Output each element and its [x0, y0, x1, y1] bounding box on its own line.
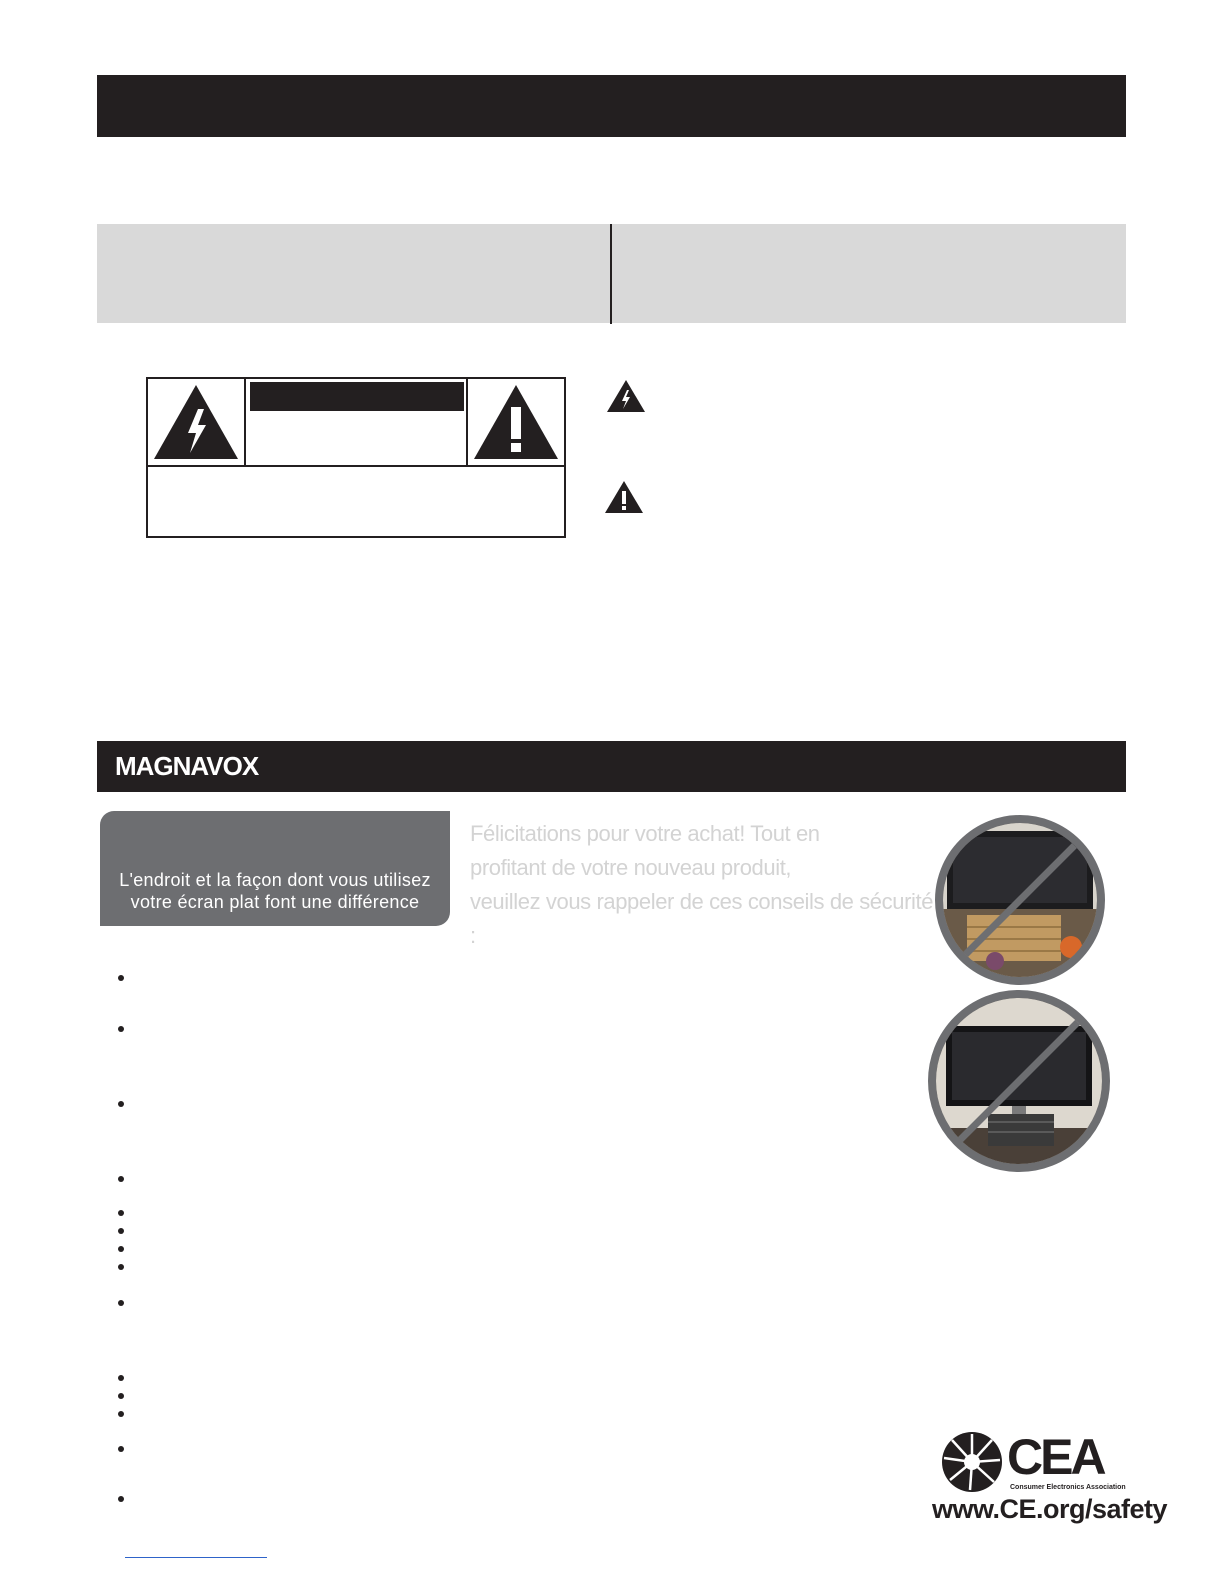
exclamation-warning-icon: [468, 379, 564, 465]
bullet: [118, 1496, 124, 1502]
bullet: [118, 1446, 124, 1452]
bullet: [118, 1264, 124, 1270]
congrats-line2: profitant de votre nouveau produit,: [470, 855, 792, 880]
bullet: [118, 1176, 124, 1182]
bullet: [118, 1300, 124, 1306]
caution-left-cell: [148, 379, 246, 467]
registration-panel-left: [97, 224, 610, 323]
bullet: [118, 1375, 124, 1381]
bullet: [118, 1026, 124, 1032]
tv-on-dresser-illustration: [943, 823, 1097, 977]
lightning-warning-icon: [148, 379, 244, 465]
caution-right-cell: [466, 379, 564, 467]
link-underline: [125, 1557, 267, 1558]
bullet: [118, 1210, 124, 1216]
cea-subtitle: Consumer Electronics Association: [1010, 1484, 1126, 1491]
safety-tab: [100, 811, 450, 926]
bullet: [118, 1101, 124, 1107]
unsafe-dresser-photo: [935, 815, 1105, 985]
safety-tab-line1: L'endroit et la façon dont vous utilisez: [119, 870, 431, 890]
bullet: [118, 1228, 124, 1234]
header-bar: [97, 75, 1126, 137]
congrats-line1: Félicitations pour votre achat! Tout en: [470, 821, 820, 846]
bullet: [118, 1411, 124, 1417]
cea-starburst-icon: [940, 1430, 1004, 1494]
safety-tab-text: [100, 869, 450, 913]
brand-bar: [97, 741, 1126, 792]
caution-label-cell: [246, 379, 466, 467]
bullet: [118, 975, 124, 981]
magnavox-logo: MAGNAVOX: [115, 751, 259, 781]
congrats-line3: veuillez vous rappeler de ces conseils de sécurité :: [470, 889, 934, 948]
safety-tab-line2: votre écran plat font une différence: [130, 892, 420, 912]
cea-wordmark: CEA: [1007, 1429, 1104, 1485]
congratulations-text: [470, 817, 940, 953]
cea-url-link[interactable]: www.CE.org/safety: [932, 1494, 1168, 1524]
caution-header-bar: [250, 382, 464, 411]
tv-on-stand-illustration: [936, 998, 1102, 1164]
unsafe-stand-photo: [928, 990, 1110, 1172]
small-lightning-icon: [605, 378, 647, 414]
caution-box: [146, 377, 566, 538]
bullet: [118, 1246, 124, 1252]
small-exclamation-icon: [603, 479, 645, 515]
registration-panel-right: [612, 224, 1126, 323]
bullet: [118, 1393, 124, 1399]
